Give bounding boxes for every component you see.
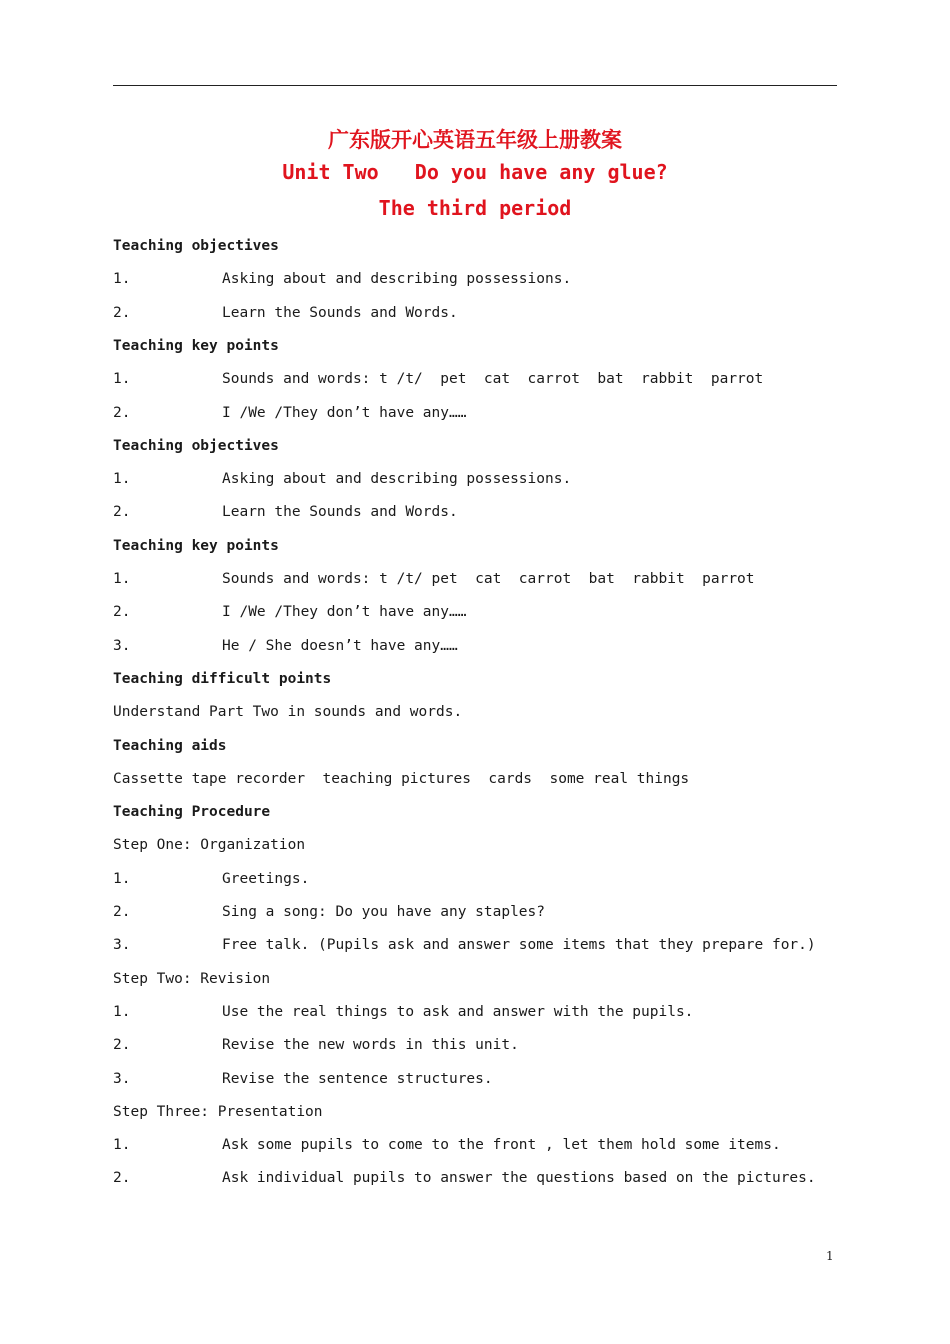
list-item-number: 3. (113, 937, 131, 953)
title-period: The third period (378, 196, 572, 220)
list-item-number: 1. (113, 471, 131, 487)
list-item-number: 2. (113, 305, 131, 321)
section-heading: Teaching key points (113, 538, 279, 554)
list-item-text: Revise the sentence structures. (222, 1071, 493, 1087)
list-item-text: Sounds and words: t /t/ pet cat carrot bat rabbit parrot (222, 371, 764, 387)
list-item-text: I /We /They don’t have any…… (222, 604, 467, 620)
list-item-number: 2. (113, 904, 131, 920)
list-item-text: Free talk. (Pupils ask and answer some items that they prepare for.) (222, 937, 816, 953)
list-item-number: 2. (113, 1170, 131, 1186)
list-item-text: Sounds and words: t /t/ pet cat carrot bat rabbit parrot (222, 571, 755, 587)
list-item-text: Sing a song: Do you have any staples? (222, 904, 546, 920)
page-number: 1 (826, 1249, 834, 1263)
list-item-text: Learn the Sounds and Words. (222, 305, 458, 321)
list-item-number: 2. (113, 405, 131, 421)
section-heading: Teaching Procedure (113, 804, 271, 820)
title-chinese: 广东版开心英语五年级上册教案 (328, 127, 622, 152)
list-item-number: 2. (113, 1037, 131, 1053)
header-rule (113, 85, 837, 86)
list-item-text: Learn the Sounds and Words. (222, 504, 458, 520)
list-item-number: 3. (113, 638, 131, 654)
section-heading: Teaching objectives (113, 238, 279, 254)
list-item-number: 1. (113, 271, 131, 287)
list-item-text: Asking about and describing possessions. (222, 471, 572, 487)
section-heading: Teaching objectives (113, 438, 279, 454)
list-item-text: I /We /They don’t have any…… (222, 405, 467, 421)
list-item-text: Ask some pupils to come to the front , let them hold some items. (222, 1137, 781, 1153)
list-item-number: 2. (113, 604, 131, 620)
list-item-text: Asking about and describing possessions. (222, 271, 572, 287)
paragraph-line: Step Three: Presentation (113, 1104, 323, 1120)
list-item-number: 1. (113, 571, 131, 587)
list-item-number: 1. (113, 871, 131, 887)
section-heading: Teaching difficult points (113, 671, 332, 687)
section-heading: Teaching key points (113, 338, 279, 354)
paragraph-line: Step One: Organization (113, 837, 306, 853)
list-item-text: Use the real things to ask and answer with the pupils. (222, 1004, 694, 1020)
title-unit: Unit Two Do you have any glue? (282, 160, 668, 184)
list-item-text: Ask individual pupils to answer the questions based on the pictures. (222, 1170, 816, 1186)
paragraph-line: Understand Part Two in sounds and words. (113, 704, 463, 720)
list-item-number: 3. (113, 1071, 131, 1087)
list-item-number: 1. (113, 1137, 131, 1153)
paragraph-line: Step Two: Revision (113, 971, 271, 987)
list-item-text: Greetings. (222, 871, 310, 887)
list-item-number: 1. (113, 371, 131, 387)
paragraph-line: Cassette tape recorder teaching pictures cards some real things (113, 771, 690, 787)
list-item-number: 1. (113, 1004, 131, 1020)
list-item-number: 2. (113, 504, 131, 520)
list-item-text: Revise the new words in this unit. (222, 1037, 519, 1053)
list-item-text: He / She doesn’t have any…… (222, 638, 458, 654)
section-heading: Teaching aids (113, 738, 227, 754)
